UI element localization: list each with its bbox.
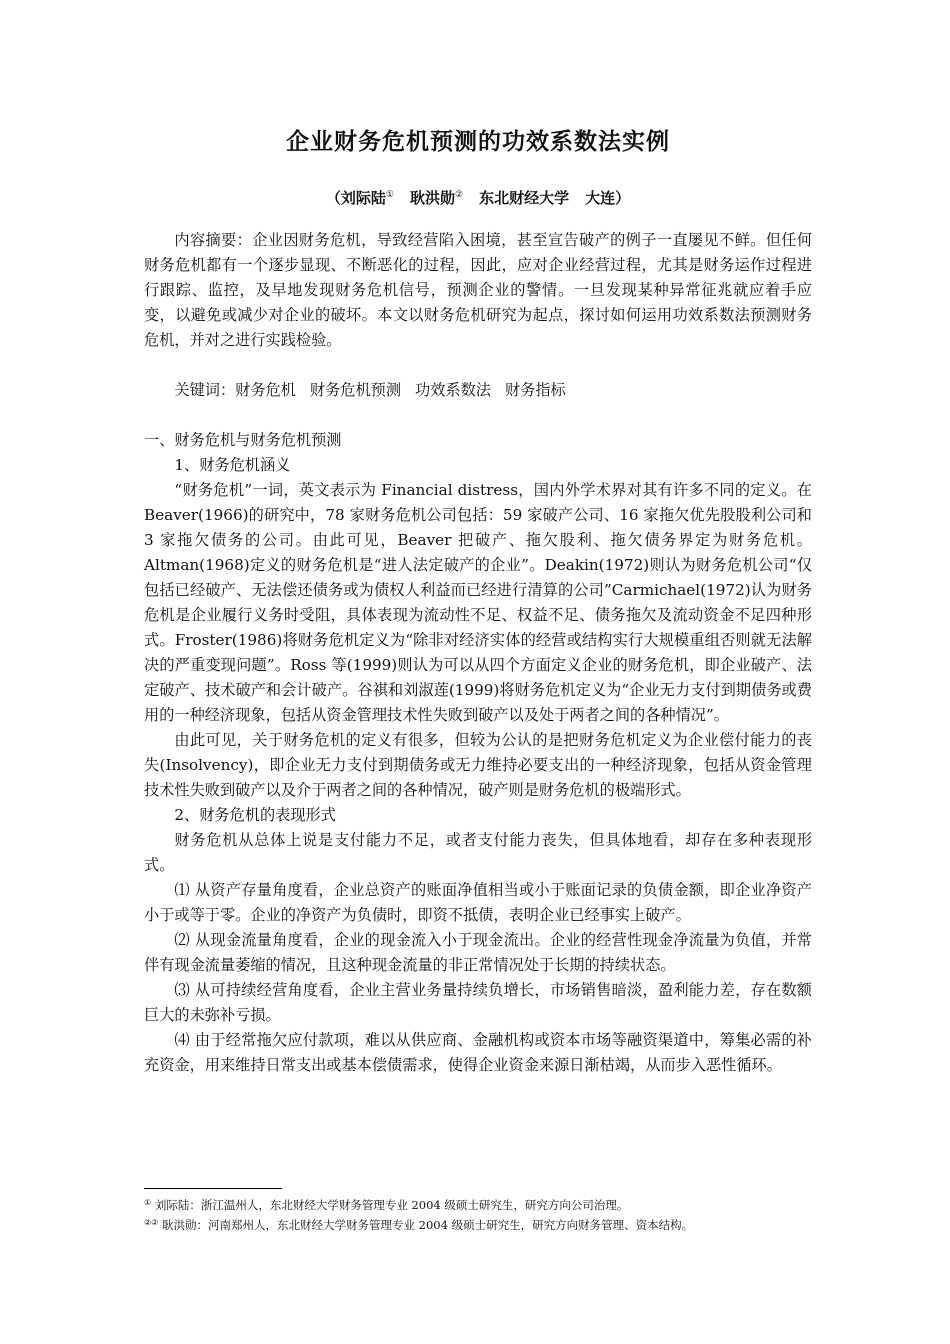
footnotes [144, 1194, 824, 1234]
footnote-1 [144, 1194, 824, 1214]
footnote-text-1: 刘际陆：浙江温州人，东北财经大学财务管理专业 2004 级硕士研究生，研究方向公司治理。 [151, 1198, 629, 1212]
subsection-heading-1: 1、财务危机涵义 [174, 456, 291, 474]
abstract: 内容摘要：企业因财务危机，导致经营陷入困境，甚至宣告破产的例子一直屡见不鲜。但任何财务危机都有一个逐步显现、不断恶化的过程，因此，应对企业经营过程，尤其是财务运作过程进行跟踪、监控，及早地发现财务危机信号，预测企业的警情。一旦发现某种异常征兆就应着手应变，以避免或减少对企业的破坏。本文以财务危机研究为起点，探讨如何运用功效系数法预测财务危机，并对之进行实践检验。 [144, 231, 812, 349]
footnote-mark-1: ① [144, 1198, 152, 1207]
keyword-label: 关键词：财务危机 [174, 381, 296, 399]
author-line [144, 183, 812, 210]
footnote-mark-2: ②② [144, 1218, 159, 1227]
affiliation: 东北财经大学 [479, 189, 570, 207]
footnote-text-2: 耿洪勋：河南郑州人，东北财经大学财务管理专业 2004 级硕士研究生，研究方向财务管理、资本结构。 [158, 1218, 694, 1232]
author-1: （刘际陆 [325, 189, 386, 207]
list-item-2: ⑵ 从现金流量角度看，企业的现金流入小于现金流出。企业的经营性现金净流量为负值，并常伴有现金流量萎缩的情况，且这种现金流量的非正常情况处于长期的持续状态。 [144, 931, 812, 974]
list-item-4: ⑷ 由于经常拖欠应付款项，难以从供应商、金融机构或资本市场等融资渠道中，筹集必需的补充资金，用来维持日常支出或基本偿债需求，使得企业资金来源日渐枯竭，从而步入恶性循环。 [144, 1031, 812, 1074]
list-item-3: ⑶ 从可持续经营角度看，企业主营业务量持续负增长，市场销售暗淡，盈利能力差，存在数额巨大的未弥补亏损。 [144, 981, 812, 1024]
footnote-2 [144, 1214, 824, 1234]
keywords [144, 378, 812, 403]
keyword-2: 财务危机预测 [309, 381, 402, 399]
author-2: 耿洪勋 [409, 189, 455, 207]
list-item-1: ⑴ 从资产存量角度看，企业总资产的账面净值相当或小于账面记录的负债金额，即企业净资产小于或等于零。企业的净资产为负债时，即资不抵债，表明企业已经事实上破产。 [144, 881, 812, 924]
paragraph-definition: “财务危机”一词，英文表示为 Financial distress，国内外学术界对其有许多不同的定义。在 Beaver(1966)的研究中，78 家财务危机公司包括：59 家破产公司、16 家拖欠优先股股利公司和 3 家拖欠债务的公司。由此可见，Beaver 把破产、拖欠股利、拖欠债务界定为财务危机。Altman(1968)定义的财务危机是“进人法定破产的企业”。Deakin(1972)则认为财务危机公司“仅包括已经破产、无法偿还债务或为债权人利益而已经进行清算的公司”Carmichael(1972)认为财务危机是企业履行义务时受阻，具体表现为流动性不足、权益不足、债务拖欠及流动资金不足四种形式。Froster(1986)将财务危机定义为“除非对经济实体的经营或结构实行大规模重组否则就无法解决的严重变现问题”。Ross 等(1999)则认为可以从四个方面定义企业的财务危机，即企业破产、法定破产、技术破产和会计破产。谷祺和刘淑莲(1999)将财务危机定义为“企业无力支付到期债务或费用的一种经济现象，包括从资金管理技术性失败到破产以及处于两者之间的各种情况”。 [144, 481, 812, 724]
footnote-ref-2: ② [455, 190, 464, 200]
keyword-3: 功效系数法 [415, 381, 491, 399]
subsection-heading-2: 2、财务危机的表现形式 [174, 806, 336, 824]
city: 大连） [585, 189, 631, 207]
paragraph-forms: 财务危机从总体上说是支付能力不足，或者支付能力丧失，但具体地看，却存在多种表现形式。 [144, 831, 812, 874]
section-heading: 一、财务危机与财务危机预测 [144, 431, 342, 449]
page-title: 企业财务危机预测的功效系数法实例 [286, 128, 670, 155]
footnote-divider [144, 1188, 282, 1189]
footnote-ref-1: ① [385, 190, 394, 200]
paragraph-summary: 由此可见，关于财务危机的定义有很多，但较为公认的是把财务危机定义为企业偿付能力的丧失(Insolvency)，即企业无力支付到期债务或无力维持必要支出的一种经济现象，包括从资金管理技术性失败到破产以及介于两者之间的各种情况，破产则是财务危机的极端形式。 [144, 731, 812, 799]
keyword-4: 财务指标 [504, 381, 566, 399]
